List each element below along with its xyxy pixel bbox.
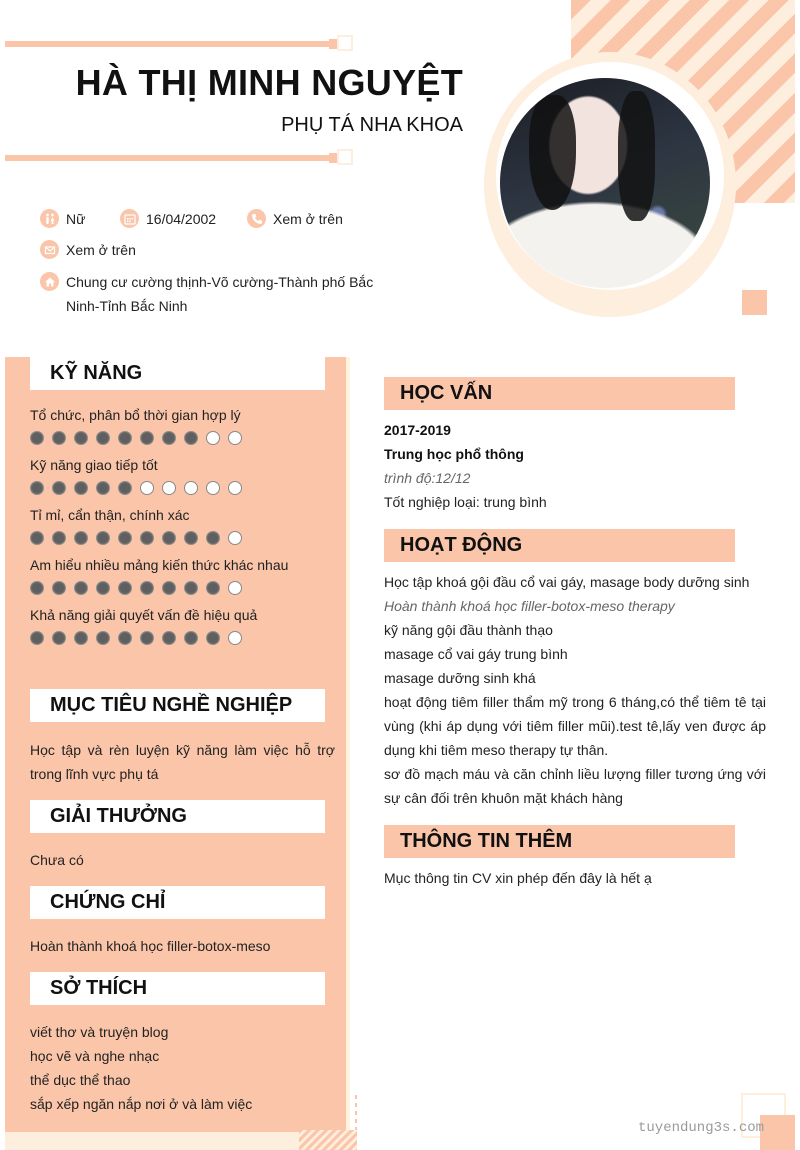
rating-dot-filled <box>140 581 154 595</box>
activity-line: masage cổ vai gáy trung bình <box>384 646 568 662</box>
address-value: Chung cư cường thịnh-Võ cường-Thành phố Bắc Ninh-Tỉnh Bắc Ninh <box>66 274 374 314</box>
dashed-decoration <box>355 1095 357 1130</box>
rating-dot-empty <box>228 531 242 545</box>
rating-dot-filled <box>162 631 176 645</box>
rating-dot-filled <box>184 431 198 445</box>
watermark: tuyendung3s.com <box>638 1120 765 1136</box>
rating-dot-filled <box>118 431 132 445</box>
top-decorative-line <box>5 41 331 47</box>
rating-dot-filled <box>206 581 220 595</box>
section-title-awards: GIẢI THƯỞNG <box>30 800 325 833</box>
certificates-text: Hoàn thành khoá học filler-botox-meso <box>30 938 271 954</box>
watermark-square-decoration <box>760 1115 795 1150</box>
contact-phone <box>247 209 343 228</box>
rating-dot-filled <box>30 631 44 645</box>
rating-dot-filled <box>30 531 44 545</box>
contact-email <box>40 240 136 259</box>
activity-subheading: Hoàn thành khoá học filler-botox-meso therapy <box>384 598 675 614</box>
rating-dot-filled <box>30 481 44 495</box>
rating-dot-filled <box>162 431 176 445</box>
job-position: PHỤ TÁ NHA KHOA <box>281 114 463 136</box>
skill-label: Am hiểu nhiều mảng kiến thức khác nhau <box>30 557 289 573</box>
home-icon <box>40 272 59 291</box>
skill-label: Kỹ năng giao tiếp tốt <box>30 457 158 473</box>
section-title-education: HỌC VẤN <box>384 377 735 410</box>
rating-dot-empty <box>206 481 220 495</box>
decorative-square <box>742 290 767 315</box>
gender-value: Nữ <box>66 210 86 227</box>
rating-dot-filled <box>74 631 88 645</box>
rating-dot-filled <box>74 581 88 595</box>
education-period: 2017-2019 <box>384 422 451 438</box>
rating-dot-filled <box>52 481 66 495</box>
rating-dot-filled <box>52 531 66 545</box>
skill-rating <box>30 531 242 545</box>
gender-icon <box>40 209 59 228</box>
rating-dot-filled <box>162 531 176 545</box>
rating-dot-filled <box>52 581 66 595</box>
extra-info-text: Mục thông tin CV xin phép đến đây là hết ạ <box>384 870 652 886</box>
education-level: trình độ:12/12 <box>384 470 471 486</box>
rating-dot-filled <box>74 481 88 495</box>
rating-dot-filled <box>96 531 110 545</box>
bottom-hatch-decoration <box>299 1130 357 1150</box>
bottom-decorative-line <box>5 155 331 161</box>
rating-dot-filled <box>74 431 88 445</box>
rating-dot-filled <box>140 631 154 645</box>
rating-dot-filled <box>184 581 198 595</box>
section-title-objective: MỤC TIÊU NGHỀ NGHIỆP <box>30 689 325 722</box>
activity-heading: Học tập khoá gội đầu cổ vai gáy, masage body dưỡng sinh <box>384 574 750 590</box>
education-school: Trung học phổ thông <box>384 446 524 462</box>
phone-value: Xem ở trên <box>273 210 343 227</box>
contact-birthday <box>120 209 216 228</box>
awards-text: Chưa có <box>30 852 84 868</box>
hobby-item: sắp xếp ngăn nắp nơi ở và làm việc <box>30 1096 253 1112</box>
skill-rating <box>30 631 242 645</box>
rating-dot-empty <box>228 481 242 495</box>
education-entry <box>384 418 766 514</box>
skill-label: Tổ chức, phân bổ thời gian hợp lý <box>30 407 241 423</box>
rating-dot-filled <box>206 631 220 645</box>
rating-dot-filled <box>140 431 154 445</box>
rating-dot-filled <box>118 631 132 645</box>
skill-label: Tỉ mỉ, cẩn thận, chính xác <box>30 507 190 523</box>
contact-gender <box>40 209 85 228</box>
section-title-extra-info: THÔNG TIN THÊM <box>384 825 735 858</box>
rating-dot-filled <box>74 531 88 545</box>
activity-line: kỹ năng gội đầu thành thạo <box>384 622 553 638</box>
rating-dot-filled <box>206 531 220 545</box>
activity-line: hoạt động tiêm filler thẩm mỹ trong 6 tháng,có thể tiêm tê tại vùng (khi áp dụng với tiêm filler mũi).test tê,lấy ven được áp dụng khi tiêm meso therapy tự thân. <box>384 694 766 758</box>
education-result: Tốt nghiệp loại: trung bình <box>384 494 547 510</box>
phone-icon <box>247 209 266 228</box>
skill-rating <box>30 481 242 495</box>
rating-dot-filled <box>118 531 132 545</box>
rating-dot-filled <box>118 581 132 595</box>
rating-dot-filled <box>96 481 110 495</box>
section-title-skills: KỸ NĂNG <box>30 357 325 390</box>
rating-dot-filled <box>52 631 66 645</box>
hobbies-list <box>30 1020 335 1116</box>
rating-dot-filled <box>52 431 66 445</box>
birthday-value: 16/04/2002 <box>146 210 217 227</box>
rating-dot-filled <box>96 631 110 645</box>
activities-entry <box>384 570 766 810</box>
skill-rating <box>30 581 242 595</box>
rating-dot-filled <box>96 431 110 445</box>
rating-dot-filled <box>184 631 198 645</box>
section-title-hobbies: SỞ THÍCH <box>30 972 325 1005</box>
rating-dot-filled <box>140 531 154 545</box>
profile-photo <box>500 78 710 288</box>
calendar-icon <box>120 209 139 228</box>
rating-dot-filled <box>30 581 44 595</box>
activity-line: masage dưỡng sinh khá <box>384 670 536 686</box>
objective-text: Học tập và rèn luyện kỹ năng làm việc hỗ trợ trong lĩnh vực phụ tá <box>30 742 335 782</box>
hobby-item: viết thơ và truyện blog <box>30 1024 169 1040</box>
rating-dot-empty <box>228 581 242 595</box>
rating-dot-filled <box>162 581 176 595</box>
email-value: Xem ở trên <box>66 241 136 258</box>
rating-dot-filled <box>118 481 132 495</box>
rating-dot-filled <box>96 581 110 595</box>
rating-dot-empty <box>228 431 242 445</box>
candidate-name: HÀ THỊ MINH NGUYỆT <box>75 62 463 103</box>
rating-dot-empty <box>140 481 154 495</box>
rating-dot-empty <box>162 481 176 495</box>
section-title-activities: HOẠT ĐỘNG <box>384 529 735 562</box>
section-title-certificates: CHỨNG CHỈ <box>30 886 325 919</box>
hobby-item: học vẽ và nghe nhạc <box>30 1048 160 1064</box>
hobby-item: thể dục thể thao <box>30 1072 131 1088</box>
rating-dot-empty <box>228 631 242 645</box>
rating-dot-filled <box>184 531 198 545</box>
contact-address <box>40 270 380 318</box>
rating-dot-empty <box>184 481 198 495</box>
email-icon <box>40 240 59 259</box>
rating-dot-empty <box>206 431 220 445</box>
rating-dot-filled <box>30 431 44 445</box>
activity-line: sơ đồ mạch máu và căn chỉnh liều lượng filler tương ứng với sự cân đối trên khuôn mặt khách hàng <box>384 766 766 806</box>
left-column-edge <box>346 357 350 1132</box>
skill-rating <box>30 431 242 445</box>
skill-label: Khả năng giải quyết vấn đề hiệu quả <box>30 607 258 623</box>
